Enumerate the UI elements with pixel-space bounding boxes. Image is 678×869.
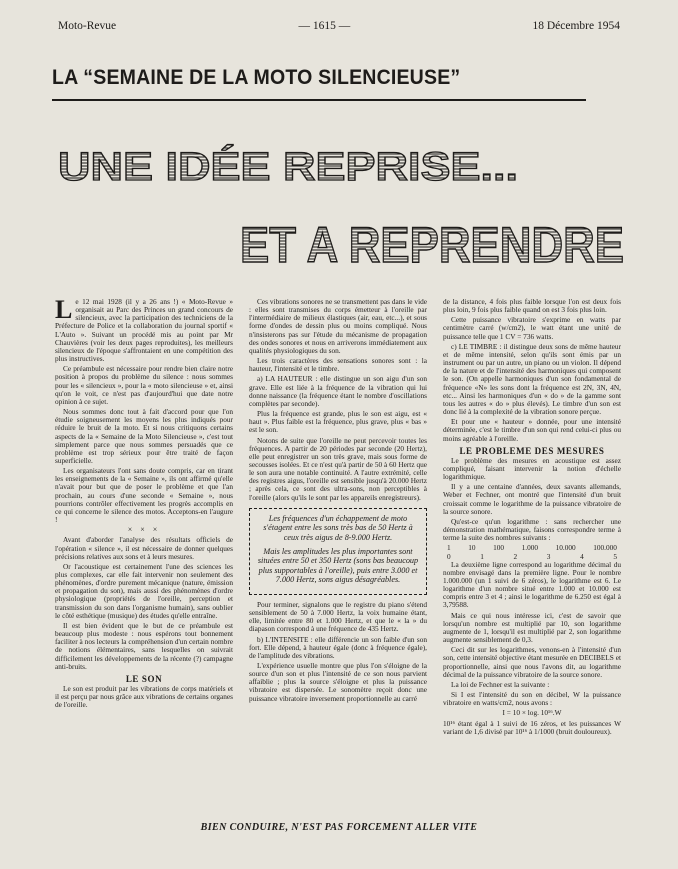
paragraph: Mais ce qui nous intéresse ici, c'est de savoir que lorsqu'un nombre est multiplié par 10, son logarithme augmente de 1, lorsqu'il est multiplié par 2, son logarithme augmente sensiblement de 0,3. [443, 610, 621, 645]
paragraph: Il y a une centaine d'années, deux savants allemands, Weber et Fechner, ont montré que l'intensité d'un bruit croissait comme le logarithme de la puissance vibratoire de la source sonore. [443, 482, 621, 516]
magazine-name: Moto-Revue [58, 20, 117, 32]
paragraph: Nous sommes donc tout à fait d'accord pour que l'on étudie soigneusement les moyens les plus indiqués pour réduire le bruit de la moto. Et si nous critiquons certains aspects de la « Semaine de la Moto Silencieuse », c'est tout simplement parce que nous sommes persuadés que ce problème est trop sérieux pour être traité de façon superficielle. [55, 407, 233, 465]
paragraph: Les organisateurs l'ont sans doute compris, car en tirant les enseignements de la « Semaine », ils ont affirmé qu'elle n'avait pour but que de poser le problème et que l'an prochain, au cours d'une seconde « Semaine », nous pourrions contrôler effectivement les progrès accomplis en ce qui concerne le silence des motos. Acceptons-en l'augure ! [55, 466, 233, 525]
paragraph: La loi de Fechner est la suivante : [451, 679, 550, 689]
paragraph: Le problème des mesures en acoustique est assez compliqué, faisant intervenir la notion d'échelle logarithmique. [443, 455, 621, 482]
scale-value: 0 [447, 551, 451, 561]
scale-value: 1 [447, 543, 451, 553]
paragraph: Avant d'aborder l'analyse des résultats officiels de l'opération « silence », il est nécessaire de donner quelques précisions relatives aux sons et à leurs mesures. [55, 535, 233, 561]
paragraph: Il est bien évident que le but de ce préambule est beaucoup plus modeste : nous espérons tout bonnement faciliter à nos lecteurs la compréhension d'un certain nombre de notions élémentaires, sans lesquelles on suivrait difficilement les développements de la récente (?) campagne anti-bruits. [55, 620, 233, 671]
footer-slogan: BIEN CONDUIRE, N'EST PAS FORCEMENT ALLER VITE [200, 822, 478, 833]
paragraph: b) L'INTENSITE : elle différencie un son faible d'un son fort. Elle dépend, à hauteur égale (donc à fréquence égale), de l'amplitude des vibrations. [249, 634, 427, 660]
headline-art [52, 138, 632, 273]
scale-value: 2 [513, 551, 518, 561]
scale-value: 1 [480, 551, 484, 561]
page-header [58, 20, 620, 34]
drop-cap: L [55, 295, 73, 324]
paragraph: Notons de suite que l'oreille ne peut percevoir toutes les fréquences. A partir de 20 périodes par seconde (20 Hertz), elle peut enregistrer un son très grave, mais sous forme de secousses isolées. Et ce n'est qu'à partir de 50 à 60 Hertz que le son aura une notable continuité. A l'autre extrémité, celle des registres aigus, l'oreille est sensible jusqu'à 20.000 Hertz ; après cela, ce sont des ultra-sons, non perceptibles à l'oreille (alors qu'ils le sont par les appareils enregistreurs). [249, 435, 427, 502]
subheading-mesures: LE PROBLEME DES MESURES [459, 445, 605, 456]
paragraph: de la distance, 4 fois plus faible lorsque l'on est deux fois plus loin, 9 fois plus faible quand on est 3 fois plus loin. [443, 297, 621, 315]
highlight-box [249, 508, 427, 595]
paragraph: Plus la fréquence est grande, plus le son est aigu, est « haut ». Plus faible est la fréquence, plus grave, plus « bas » est le son. [249, 409, 427, 435]
paragraph: 10¹⁶ étant égal à 1 suivi de 16 zéros, et les puissances W variant de 1,6 divisé par 10¹⁶ à 1/1000 (bruit douloureux). [443, 718, 621, 736]
paragraph: L'expérience usuelle montre que plus l'on s'éloigne de la source d'un son et plus l'intensité de ce son nous parvient affaiblie ; plus la source s'éloigne et plus la puissance vibratoire est dispersée. Le sonomètre reçoit donc une puissance vibratoire inversement proportionnelle au carré [249, 661, 427, 703]
paragraph: Le son est produit par les vibrations de corps matériels et il est perçu par nous grâce aux vibrations de certains organes de l'oreille. [55, 684, 233, 710]
scale-value: 5 [613, 551, 617, 561]
paragraph: Qu'est-ce qu'un logarithme : sans rechercher une démonstration mathématique, faisons correspondre terme à terme la suite des nombres suivants : [443, 516, 621, 543]
column-1 [55, 295, 233, 818]
scale-value: 3 [546, 551, 551, 561]
box-text: Les fréquences d'un échappement de moto s'étagent entre les sons très bas de 50 Hertz à ceux très aigus de 8-9.000 Hertz. [263, 513, 413, 542]
paragraph: Cette puissance vibratoire s'exprime en watts par centimètre carré (w/cm2), le watt étant une unité de puissance telle que 1 CV = 736 watts. [443, 315, 621, 341]
scale-value: 100.000 [593, 543, 617, 553]
article-headline [52, 138, 632, 273]
subheading-le-son: LE SON [125, 673, 163, 684]
paragraph: Si I est l'intensité du son en décibel, W la puissance vibratoire en watts/cm2, nous avons : [443, 690, 621, 708]
number-scale-row [443, 544, 621, 552]
section-separator: × × × [127, 525, 161, 535]
paragraph: Ce préambule est nécessaire pour rendre bien claire notre position à propos du problème du silence : nous sommes pour les « silencieux », pour la « moto silencieuse » et, ainsi qu'on le voit, ce n'est pas d'aujourd'hui que date notre opinion à ce sujet. [55, 364, 233, 406]
page-number: — 1615 — [298, 20, 351, 32]
scale-value: 1.000 [521, 543, 539, 553]
article-body [55, 295, 621, 818]
paragraph: c) LE TIMBRE : il distingue deux sons de même hauteur et de même intensité, selon qu'ils sont émis par un instrument ou par un autre, un piano ou un violon. Il dépend de la nature et de l'intensité des harmoniques qui composent le son. (On appelle harmoniques d'un son fondamental de fréquence «N» les sons dont la fréquence est 2N, 3N, 4N, etc... Ainsi les harmoniques d'un « do » de la gamme sont tous les autres « do » plus élevés). Le timbre d'un son est donc lié à la complexité de la vibration sonore perçue. [443, 341, 621, 417]
paragraph: Et pour une « hauteur » donnée, pour une intensité déterminée, c'est le timbre d'un son qui rend celui-ci plus ou moins agréable à l'oreille. [443, 417, 621, 443]
scale-value: 10.000 [555, 543, 576, 553]
scale-value: 10 [468, 543, 476, 553]
issue-date: 18 Décembre 1954 [532, 20, 620, 32]
section-rubric: LA “SEMAINE DE LA MOTO SILENCIEUSE” [52, 66, 461, 89]
paragraph: La deuxième ligne correspond au logarithme décimal du nombre envisagé dans la première ligne. Pour le nombre 1.000.000 (un 1 suivi de 6 zéros), le logarithme est 6. Le logarithme d'un nombre situé entre 1.000 et 10.000 est compris entre 3 et 4 ; ainsi le logarithme de 6.250 est égal à 3,79588. [443, 559, 621, 610]
column-3 [443, 298, 621, 818]
paragraph: Pour terminer, signalons que le registre du piano s'étend sensiblement de 50 à 7.000 Hertz, la voix humaine étant, elle, limitée entre 80 et 1.000 Hertz, et que le « la » du diapason correspond à une fréquence de 435 Hertz. [249, 599, 427, 634]
formula: I = 10 × log. 10¹⁶.W [502, 708, 562, 718]
scale-value: 4 [580, 551, 584, 561]
paragraph: a) LA HAUTEUR : elle distingue un son aigu d'un son grave. Elle est liée à la fréquence de la vibration qui lui donne naissance (la fréquence étant le nombre d'oscillations complètes par seconde). [249, 374, 427, 408]
paragraph-text: e 12 mai 1928 (il y a 26 ans !) « Moto-Revue » organisait au Parc des Princes un grand concours de silencieux, avec la participation des techniciens de la Préfecture de Police et la collaboration du journal sportif « L'Auto ». Suivant un procédé mis au point par Mr Chauvières (voir les deux pages reproduites), les meilleurs silencieux de l'époque s'affrontaient en une compétition des plus instructives. [55, 297, 233, 364]
headline-line-2: ET A REPRENDRE [240, 217, 624, 273]
box-text: Mais les amplitudes les plus importantes sont situées entre 50 et 350 Hertz (sons bas beaucoup plus supportables à l'oreille), puis entre 3.000 et 7.000 Hertz, sons aigus désagréables. [257, 546, 419, 585]
paragraph: Ces vibrations sonores ne se transmettent pas dans le vide : elles sont transmises du corps émetteur à l'oreille par l'intermédiaire de milieux élastiques (air, eau, etc...), et sous forme d'ondes de dessin plus ou moins compliqué. Nous n'insisterons pas sur l'étude du mécanisme de propagation des ondes sonores et nous en arriverons immédiatement aux qualités physiologiques du son. [249, 297, 427, 355]
rubric-underline [52, 99, 586, 101]
paragraph: Les trois caractères des sensations sonores sont : la hauteur, l'intensité et le timbre. [249, 356, 427, 374]
headline-line-1: UNE IDÉE REPRISE... [58, 145, 467, 189]
scale-value: 100 [493, 543, 505, 553]
paragraph [55, 295, 233, 364]
column-2 [249, 298, 427, 818]
paragraph: Ceci dit sur les logarithmes, venons-en à l'intensité d'un son, cette intensité objective étant mesurée en DECIBELS et proportionnelle, ainsi que nous l'avons dit, au logarithme décimal de la puissance vibratoire de la source sonore. [443, 645, 621, 679]
paragraph: Or l'acoustique est certainement l'une des sciences les plus complexes, car elle fait intervenir non seulement des phénomènes, d'ordre purement mécanique (nature, émission et propagation du son), mais aussi des phénomènes d'ordre physiologique (propriétés de l'oreille, perception et transmission du son dans l'organisme humain), sans oublier le côté esthétique (musique) des études qu'elle entraîne. [55, 561, 233, 620]
